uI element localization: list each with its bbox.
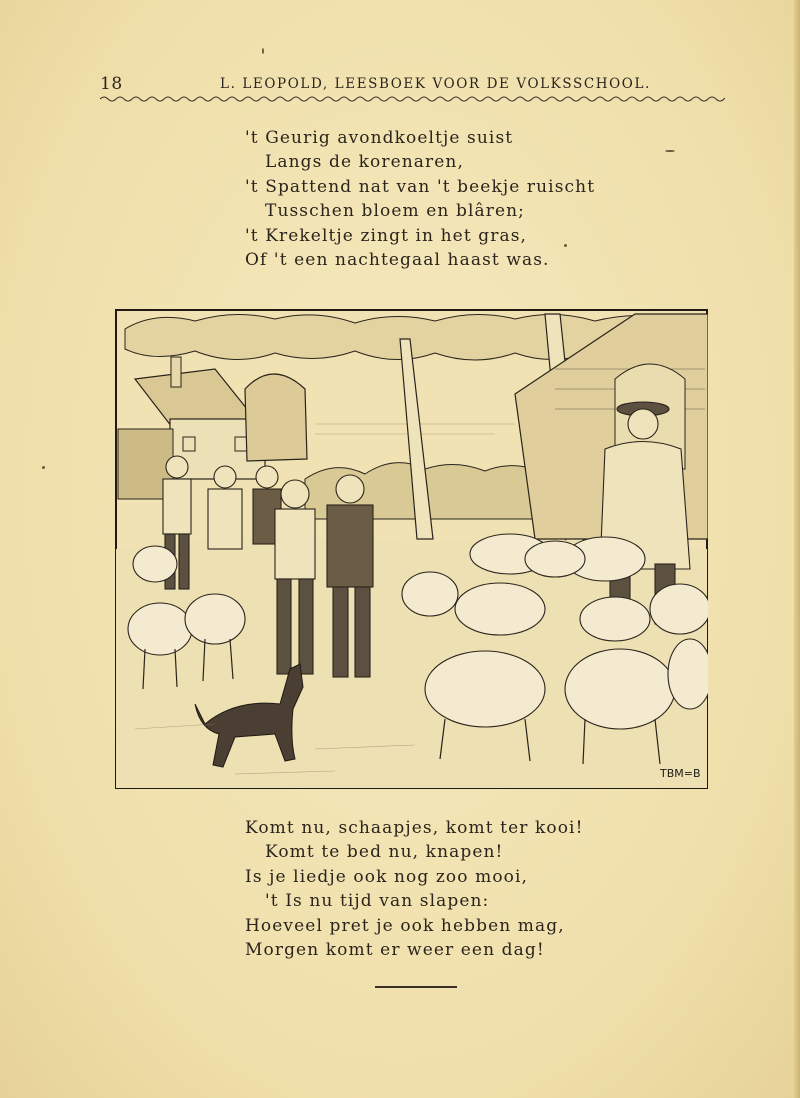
- paper-speck: [665, 150, 675, 152]
- paper-speck: [262, 48, 264, 54]
- illustration-shepherd-boys-sheep: [115, 309, 708, 789]
- poem-line: Tusschen bloem en blâren;: [265, 201, 525, 222]
- poem-stanza-2: [245, 816, 584, 962]
- artist-signature: TBM=B: [660, 767, 701, 780]
- poem-line: 't Geurig avondkoeltje suist: [245, 128, 514, 148]
- poem-line: Morgen komt er weer een dag!: [245, 939, 545, 960]
- poem-stanza-1: [245, 126, 595, 272]
- poem-line: 't Is nu tijd van slapen:: [265, 891, 490, 912]
- paper-speck: [42, 466, 45, 469]
- end-rule-divider: [375, 986, 457, 988]
- poem-line: 't Krekeltje zingt in het gras,: [245, 225, 528, 246]
- poem-line: Of 't een nachtegaal haast was.: [245, 249, 550, 270]
- poem-line: Komt te bed nu, knapen!: [265, 842, 504, 863]
- page-number: 18: [100, 74, 123, 94]
- running-title: L. LEOPOLD, LEESBOEK VOOR DE VOLKSSCHOOL.: [220, 76, 651, 92]
- page-edge: [794, 0, 800, 1098]
- poem-line: Hoeveel pret je ook hebben mag,: [245, 915, 565, 936]
- poem-line: Komt nu, schaapjes, komt ter kooi!: [245, 818, 584, 838]
- poem-line: Langs de korenaren,: [265, 152, 464, 173]
- paper-speck: [564, 244, 567, 247]
- poem-line: 't Spattend nat van 't beekje ruischt: [245, 176, 596, 197]
- wavy-rule-divider: [100, 94, 725, 104]
- poem-line: Is je liedje ook nog zoo mooi,: [245, 866, 529, 887]
- running-header: [100, 74, 720, 96]
